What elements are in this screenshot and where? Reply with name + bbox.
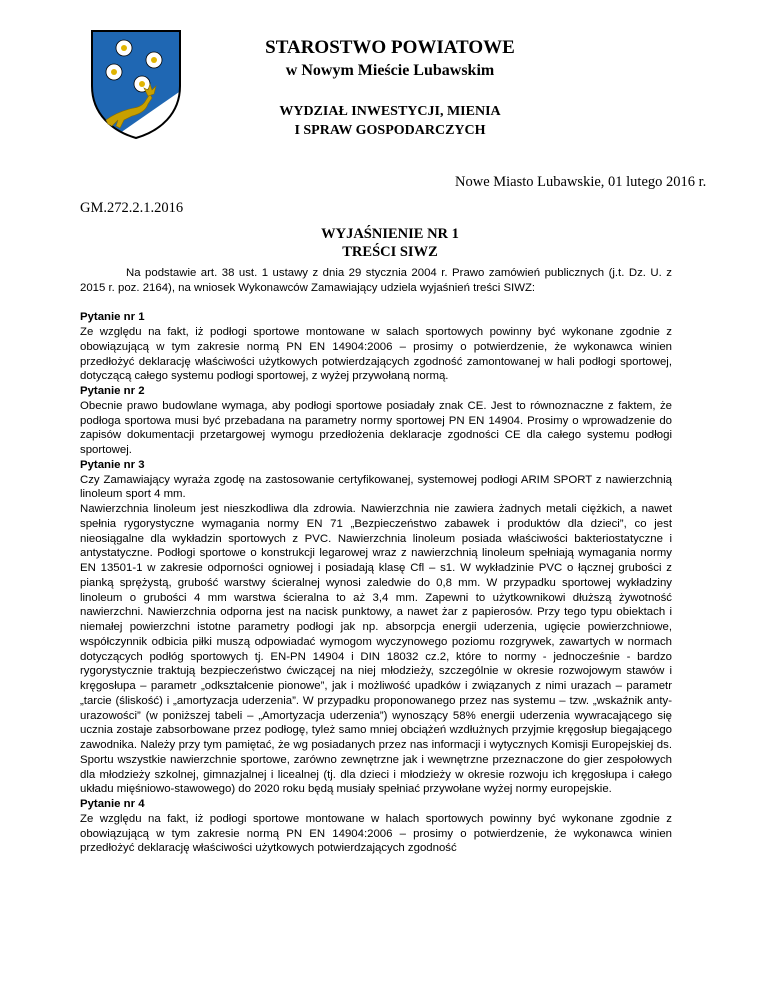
question-heading: Pytanie nr 1	[80, 311, 145, 324]
rose-icon	[146, 52, 162, 68]
document-date: Nowe Miasto Lubawskie, 01 lutego 2016 r.	[455, 174, 707, 190]
questions-list	[80, 310, 672, 856]
question-paragraph: Ze względu na fakt, iż podłogi sportowe montowane w halach sportowych powinny być wykonane zgodnie z obowiązującą w tym zakresie normą PN EN 14904:2006 – prosimy o potwierdzenie, że wykonawca winien przedłożyć deklarację właściwości użytkowych potwierdzających zgodność	[80, 812, 672, 855]
question-paragraph: Obecnie prawo budowlane wymaga, aby podłogi sportowe posiadały znak CE. Jest to równoznaczne z faktem, że podłoga sportowa musi być przebadana na parametry normy sportowej PN EN 14904. Prosimy o wprowadzenie do zapisów dokumentacji przetargowej wymogu przedłożenia deklaracje zgodności CE dla całego systemu podłogi sportowej.	[80, 399, 672, 456]
office-location: w Nowym Mieście Lubawskim	[285, 62, 495, 79]
document-title: WYJAŚNIENIE NR 1	[321, 226, 459, 242]
question-section	[80, 797, 672, 856]
question-section	[80, 458, 672, 797]
coat-of-arms-emblem	[90, 28, 182, 140]
rose-icon	[106, 64, 122, 80]
rose-icon	[116, 40, 132, 56]
question-paragraph: Ze względu na fakt, iż podłogi sportowe montowane w salach sportowych powinny być wykonane zgodnie z obowiązującą w tym zakresie normą PN EN 14904:2006 – prosimy o potwierdzenie, że wykonawca winien przedłożyć deklarację właściwości użytkowych potwierdzających zgodność zamontowanej w hali podłogi sportowej, dotyczącą całego systemu podłogi sportowej, z wyżej przywołaną normą.	[80, 326, 672, 383]
question-paragraph: Czy Zamawiający wyraża zgodę na zastosowanie certyfikowanej, systemowej podłogi ARIM SPORT z nawierzchnią linoleum sport 4 mm.	[80, 473, 672, 501]
question-paragraph: Nawierzchnia linoleum jest nieszkodliwa dla zdrowia. Nawierzchnia nie zawiera żadnych metali ciężkich, a nawet spełnia rygorystyczne wymagania normy EN 71 „Bezpieczeństwo zabawek i produktów dla dzieci”, co jest nieosiągalne dla wykładzin sportowych z PVC. Nawierzchnia linoleum posiada właściwości bakteriostatyczne i antystatyczne. Podłogi sportowe o konstrukcji legarowej wraz z nawierzchnią linoleum spełniają wymagania normy EN 13501-1 w zakresie odporności ogniowej i posiadają klasę Cfl – s1. W wykładzinie PVC o łącznej grubości z pianką sprężystą, grubość warstwy ścieralnej wynosi zaledwie do 0,8 mm. W przypadku sportowej wykładziny linoleum o grubości 4 mm warstwa ścieralna to aż 3,4 mm. Zapewni to użytkownikowi dłuższą żywotność nawierzchni. Nawierzchnia odporna jest na nacisk punktowy, a nawet żar z papierosów. Przy tego typu obiektach i niemałej powierzchni istotne parametry podłogi jak np. absorpcja energii uderzenia, ugięcie powierzchniowe, współczynnik odbicia piłki muszą odpowiadać wymogom wyczynowego poziomu rozgrywek, zawartych w normach dotyczących podłóg sportowych tj. EN-PN 14904 i DIN 18032 cz.2, które to normy - jednocześnie - bardzo rygorystycznie traktują bezpieczeństwo ćwiczącej na niej młodzieży, szczególnie w okresie rozwojowym stawów i kręgosłupa – parametr „odkształcenie pionowe”, jak i możliwość upadków i związanych z nimi urazach – parametr „tarcie (śliskość) i „amortyzacja uderzenia”. W przypadku proponowanego przez nas systemu – tzw. „wskaźnik anty-urazowości” (w poniższej tabeli – „Amortyzacja uderzenia”) wynoszący 58% energii uderzenia wywracającego się ucznia zostaje zabsorbowane przez podłogę, tyleż samo mniej obciążeń wzdłużnych przyjmie kręgosłup biegającego zawodnika. Należy przy tym pamiętać, że wg posiadanych przez nas informacji i wytycznych Komisji Europejskiej ds. Sportu wszystkie nawierzchnie sportowe, zarówno zewnętrzne jak i wewnętrzne przeznaczone do gier zespołowych dla młodzieży szkolnej, gimnazjalnej i licealnej (tj. dla dzieci i młodzieży w okresie rozwoju ich kręgosłupa i całego układu mięśniowo-stawowego) do 2020 roku będą musiały spełniać przywołane wyżej normy europejskie.	[80, 503, 672, 796]
document-subtitle: TREŚCI SIWZ	[342, 244, 438, 260]
document-body	[80, 266, 672, 856]
question-section	[80, 310, 672, 384]
question-section	[80, 384, 672, 458]
question-heading: Pytanie nr 4	[80, 798, 145, 810]
question-heading: Pytanie nr 2	[80, 385, 145, 397]
department-name-line1: WYDZIAŁ INWESTYCJI, MIENIA	[279, 104, 501, 119]
question-heading: Pytanie nr 3	[80, 458, 145, 471]
intro-paragraph: Na podstawie art. 38 ust. 1 ustawy z dnia 29 stycznia 2004 r. Prawo zamówień publicznych (j.t. Dz. U. z 2015 r. poz. 2164), na wniosek Wykonawców Zamawiający udziela wyjaśnień treści SIWZ:	[80, 267, 672, 294]
office-name: STAROSTWO POWIATOWE	[265, 37, 515, 58]
department-name-line2: I SPRAW GOSPODARCZYCH	[294, 123, 486, 138]
reference-number: GM.272.2.1.2016	[80, 200, 184, 216]
